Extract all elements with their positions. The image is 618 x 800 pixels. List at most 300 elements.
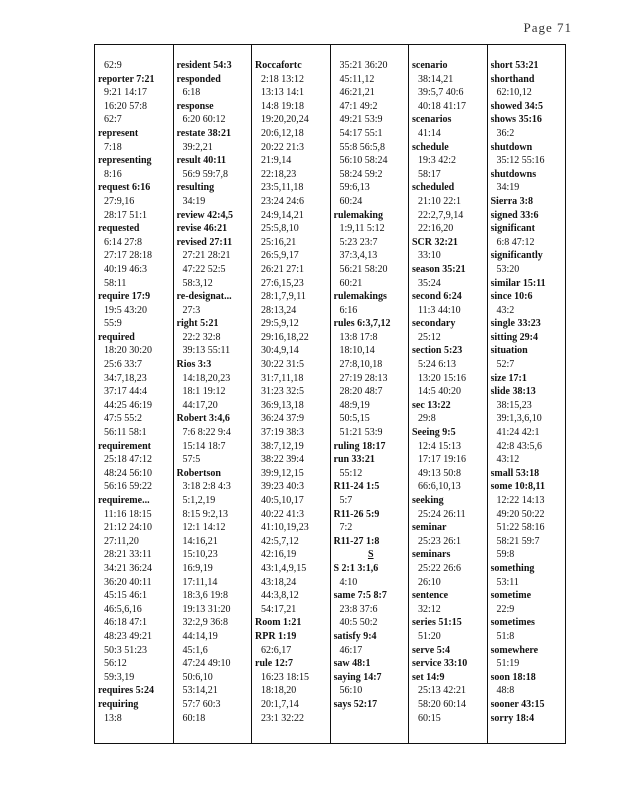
index-term: somewhere [490, 644, 539, 656]
page-line-reference: 30:22 31:5 [261, 359, 305, 371]
page-line-reference: 14:8 19:18 [261, 100, 305, 112]
page-line-reference: 32:12 [418, 603, 441, 615]
page-line-reference: 19:5 43:20 [104, 304, 148, 316]
index-term: series 51:15 [412, 617, 462, 629]
index-term: shutdowns [490, 168, 537, 180]
page-line-reference: 49:21 53:9 [339, 114, 383, 126]
page-line-reference: 22:2 32:8 [182, 331, 221, 343]
page-line-reference: 46:5,6,16 [104, 603, 142, 615]
page-line-reference: 13:8 17:8 [339, 331, 378, 343]
index-term: R11-27 1:8 [333, 535, 380, 547]
index-term: result 40:11 [176, 155, 227, 167]
page-line-reference: 41:10,19,23 [261, 522, 309, 534]
page-line-reference: 55:12 [339, 467, 363, 479]
page-line-reference: 41:14 [418, 127, 441, 139]
index-term: re-designat... [176, 291, 232, 303]
page-line-reference: 39:23 40:3 [261, 481, 305, 493]
page-line-reference: 19:13 31:20 [182, 603, 231, 615]
page-line-reference: 62:7 [104, 114, 122, 126]
page-line-reference: 43:1,4,9,15 [261, 562, 307, 574]
page-line-reference: 25:23 26:1 [418, 535, 462, 547]
page-line-reference: 38:22 39:4 [261, 454, 305, 466]
index-term: resulting [176, 182, 215, 194]
page-line-reference: 59:6,13 [339, 182, 370, 194]
page-line-reference: 59:8 [496, 549, 515, 561]
index-term: sometime [490, 590, 532, 602]
index-column-4 [331, 45, 410, 743]
page-line-reference: 5:23 23:7 [339, 236, 378, 248]
page-line-reference: 53:11 [496, 576, 519, 588]
page-line-reference: 46:17 [339, 644, 363, 656]
page-line-reference: 25:5,8,10 [261, 223, 299, 235]
page-line-reference: 48:24 56:10 [104, 467, 153, 479]
page-line-reference: 28:20 48:7 [339, 386, 383, 398]
page-line-reference: 34:21 36:24 [104, 562, 153, 574]
page-line-reference: 51:8 [496, 630, 515, 642]
page-line-reference: 19:20,20,24 [261, 114, 309, 126]
page-line-reference: 40:19 46:3 [104, 263, 148, 275]
page-line-reference: 52:7 [496, 359, 515, 371]
page-line-reference: 21:12 24:10 [104, 522, 153, 534]
index-term: sometimes [490, 617, 535, 629]
index-term: situation [490, 345, 528, 357]
index-term: Robertson [176, 467, 221, 479]
page-line-reference: 53:20 [496, 263, 520, 275]
page-line-reference: 32:2,9 36:8 [182, 617, 229, 629]
index-term: single 33:23 [490, 318, 541, 330]
index-term: schedule [412, 141, 449, 153]
page-line-reference: 22:2,7,9,14 [418, 209, 464, 221]
index-term: showed 34:5 [490, 100, 544, 112]
page-line-reference: 23:5,11,18 [261, 182, 304, 194]
page-line-reference: 5:7 [339, 495, 353, 506]
page-line-reference: 34:7,18,23 [104, 372, 147, 384]
page-line-reference: 47:24 49:10 [182, 658, 231, 670]
page-line-reference: 51:22 58:16 [496, 522, 545, 534]
page-line-reference: 29:8 [418, 413, 436, 425]
page-line-reference: 62:9 [104, 60, 122, 71]
page-line-reference: 15:10,23 [182, 549, 218, 561]
page-line-reference: 23:24 24:6 [261, 195, 305, 207]
page-line-reference: 54:17 55:1 [339, 127, 383, 139]
index-term: scenario [412, 60, 448, 71]
page-line-reference: 40:5,10,17 [261, 495, 304, 506]
index-term: sentence [412, 590, 449, 602]
page-line-reference: 48:9,19 [339, 399, 370, 411]
page-line-reference: 43:18,24 [261, 576, 297, 588]
page-line-reference: 39:5,7 40:6 [418, 87, 464, 99]
page-line-reference: 28:17 51:1 [104, 209, 148, 221]
index-term: review 42:4,5 [176, 209, 233, 221]
page-line-reference: 48:8 [496, 685, 515, 697]
page-line-reference: 34:19 [182, 195, 206, 207]
index-term: satisfy 9:4 [333, 630, 377, 642]
page-line-reference: 62:6,17 [261, 644, 292, 656]
page-line-reference: 35:12 55:16 [496, 155, 545, 167]
index-term: R11-26 5:9 [333, 508, 380, 520]
page-line-reference: 46:18 47:1 [104, 617, 148, 629]
page-line-reference: 51:20 [418, 630, 441, 642]
page-line-reference: 42:5,7,12 [261, 535, 299, 547]
page-line-reference: 50:6,10 [182, 671, 213, 683]
page-line-reference: 20:1,7,14 [261, 698, 299, 710]
index-term: SCR 32:21 [412, 236, 458, 248]
page-line-reference: 14:18,20,23 [182, 372, 231, 384]
page-line-reference: 13:13 14:1 [261, 87, 305, 99]
index-term: right 5:21 [176, 318, 219, 330]
page-line-reference: 59:3,19 [104, 671, 135, 683]
page-line-reference: 25:18 47:12 [104, 454, 153, 466]
index-column-6 [488, 45, 566, 743]
page-line-reference: 47:1 49:2 [339, 100, 378, 112]
page-line-reference: 42:16,19 [261, 549, 297, 561]
page-line-reference: 5:24 6:13 [418, 359, 457, 371]
page-line-reference: 16:20 57:8 [104, 100, 148, 112]
page-line-reference: 26:5,9,17 [261, 250, 299, 262]
page-line-reference: 9:21 14:17 [104, 87, 148, 99]
page-line-reference: 35:24 [418, 277, 441, 289]
index-term: Roccafortc [255, 60, 302, 71]
page-line-reference: 7:2 [339, 522, 353, 534]
page-line-reference: 45:11,12 [339, 73, 375, 85]
page-line-reference: 56:16 59:22 [104, 481, 153, 493]
page-line-reference: 16:23 18:15 [261, 671, 310, 683]
page-line-reference: 28:1,7,9,11 [261, 291, 306, 303]
page-line-reference: 4:10 [339, 576, 358, 588]
page-line-reference: 37:3,4,13 [339, 250, 378, 262]
page-line-reference: 3:18 2:8 4:3 [182, 481, 231, 493]
page-line-reference: 37:17 44:4 [104, 386, 148, 398]
index-term: reporter 7:21 [98, 73, 155, 85]
page-line-reference: 40:22 41:3 [261, 508, 305, 520]
page-line-reference: 14:5 40:20 [418, 386, 462, 398]
index-term: scenarios [412, 114, 452, 126]
page-line-reference: 37:19 38:3 [261, 427, 305, 439]
page-line-reference: 8:16 [104, 168, 122, 180]
page-line-reference: 22:16,20 [418, 223, 454, 235]
page-line-reference: 27:8,10,18 [339, 359, 383, 371]
index-term: soon 18:18 [490, 671, 536, 683]
page-line-reference: 25:24 26:11 [418, 508, 466, 520]
page-line-reference: 58:17 [418, 168, 441, 180]
index-term: requested [98, 223, 140, 235]
index-column-1 [95, 45, 174, 743]
page-line-reference: 33:10 [418, 250, 441, 262]
index-term: requirement [98, 440, 151, 452]
section-letter-heading: S [367, 549, 374, 561]
page-line-reference: 11:3 44:10 [418, 304, 461, 316]
page-line-reference: 18:10,14 [339, 345, 375, 357]
index-term: secondary [412, 318, 456, 330]
page-line-reference: 12:4 15:13 [418, 440, 462, 452]
page-line-reference: 25:16,21 [261, 236, 297, 248]
page-line-reference: 43:12 [496, 454, 520, 466]
page-line-reference: 25:22 26:6 [418, 562, 462, 574]
page-line-reference: 39:1,3,6,10 [496, 413, 542, 425]
index-term: signed 33:6 [490, 209, 539, 221]
page-line-reference: 24:9,14,21 [261, 209, 304, 221]
page-line-reference: 27:9,16 [104, 195, 135, 207]
page-line-reference: 25:6 33:7 [104, 359, 143, 371]
index-term: represent [98, 127, 139, 139]
page-line-reference: 29:16,18,22 [261, 331, 309, 343]
page-number: Page 71 [523, 20, 572, 35]
index-term: size 17:1 [490, 372, 527, 384]
page-line-reference: 56:21 58:20 [339, 263, 388, 275]
page-line-reference: 38:14,21 [418, 73, 454, 85]
index-term: Room 1:21 [255, 617, 302, 629]
page-line-reference: 23:1 32:22 [261, 712, 305, 724]
page-line-reference: 13:20 15:16 [418, 372, 467, 384]
index-term: set 14:9 [412, 671, 445, 683]
page-line-reference: 50:3 51:23 [104, 644, 148, 656]
index-term: shorthand [490, 73, 535, 85]
index-term: season 35:21 [412, 263, 466, 275]
index-term: sitting 29:4 [490, 331, 538, 343]
index-term: same 7:5 8:7 [333, 590, 387, 602]
page-line-reference: 14:16,21 [182, 535, 218, 547]
index-term: something [490, 562, 535, 574]
page-line-reference: 48:23 49:21 [104, 630, 153, 642]
page-line-reference: 27:17 28:18 [104, 250, 153, 262]
page-line-reference: 56:11 58:1 [104, 427, 147, 439]
page-line-reference: 58:24 59:2 [339, 168, 383, 180]
page-line-reference: 51:19 [496, 658, 520, 670]
index-term: significant [490, 223, 535, 235]
index-term: resident 54:3 [176, 60, 232, 71]
index-term: RPR 1:19 [255, 630, 297, 642]
index-term: small 53:18 [490, 467, 540, 479]
index-column-3 [252, 45, 331, 743]
page-line-reference: 6:8 47:12 [496, 236, 535, 248]
page-line-reference: 23:8 37:6 [339, 603, 378, 615]
page-line-reference: 6:18 [182, 87, 201, 99]
page-line-reference: 44:3,8,12 [261, 590, 299, 602]
page-line-reference: 60:15 [418, 712, 441, 724]
index-term: shutdown [490, 141, 533, 153]
page-line-reference: 28:13,24 [261, 304, 297, 316]
index-term: run 33:21 [333, 454, 375, 466]
page-line-reference: 7:6 8:22 9:4 [182, 427, 231, 439]
index-term: section 5:23 [412, 345, 463, 357]
page-line-reference: 6:14 27:8 [104, 236, 143, 248]
index-term: service 33:10 [412, 658, 468, 670]
index-term: rulemakings [333, 291, 387, 303]
page-line-reference: 27:3 [182, 304, 201, 316]
page-line-reference: 13:8 [104, 712, 122, 724]
index-term: saying 14:7 [333, 671, 382, 683]
page-line-reference: 44:17,20 [182, 399, 218, 411]
index-column-2 [174, 45, 253, 743]
page-line-reference: 49:13 50:8 [418, 467, 462, 479]
index-term: requireme... [98, 495, 150, 506]
index-term: Robert 3:4,6 [176, 413, 230, 425]
page-line-reference: 35:21 36:20 [339, 60, 388, 71]
index-term: ruling 18:17 [333, 440, 386, 452]
page-line-reference: 12:22 14:13 [496, 495, 545, 506]
page-line-reference: 38:7,12,19 [261, 440, 304, 452]
page-line-reference: 29:5,9,12 [261, 318, 299, 330]
index-term: R11-24 1:5 [333, 481, 380, 493]
index-term: shows 35:16 [490, 114, 542, 126]
page-line-reference: 2:18 13:12 [261, 73, 305, 85]
page-line-reference: 38:15,23 [496, 399, 532, 411]
page-line-reference: 36:2 [496, 127, 515, 139]
page-line-reference: 58:21 59:7 [496, 535, 540, 547]
page-line-reference: 44:14,19 [182, 630, 218, 642]
page-line-reference: 39:13 55:11 [182, 345, 231, 357]
page-line-reference: 39:2,21 [182, 141, 213, 153]
index-grid [94, 44, 566, 744]
index-term: rulemaking [333, 209, 383, 221]
page-line-reference: 20:22 21:3 [261, 141, 305, 153]
index-term: request 6:16 [98, 182, 151, 194]
page-line-reference: 40:18 41:17 [418, 100, 467, 112]
page-line-reference: 53:14,21 [182, 685, 218, 697]
page-line-reference: 55:8 56:5,8 [339, 141, 386, 153]
page-line-reference: 18:3,6 19:8 [182, 590, 229, 602]
index-term: second 6:24 [412, 291, 462, 303]
page-line-reference: 45:1,6 [182, 644, 208, 656]
page-line-reference: 26:10 [418, 576, 441, 588]
index-term: S 2:1 3:1,6 [333, 562, 379, 574]
page-line-reference: 56:10 58:24 [339, 155, 388, 167]
page-line-reference: 45:15 46:1 [104, 590, 148, 602]
index-term: serve 5:4 [412, 644, 451, 656]
page-line-reference: 28:21 33:11 [104, 549, 152, 561]
page-line-reference: 49:20 50:22 [496, 508, 545, 520]
page-line-reference: 60:24 [339, 195, 363, 207]
index-term: sooner 43:15 [490, 698, 545, 710]
page-line-reference: 31:23 32:5 [261, 386, 305, 398]
page-line-reference: 18:18,20 [261, 685, 297, 697]
page-line-reference: 27:21 28:21 [182, 250, 231, 262]
page-line-reference: 7:18 [104, 141, 122, 153]
page-line-reference: 36:24 37:9 [261, 413, 305, 425]
page-line-reference: 58:20 60:14 [418, 698, 467, 710]
page-line-reference: 11:16 18:15 [104, 508, 152, 520]
index-term: since 10:6 [490, 291, 533, 303]
page-line-reference: 47:22 52:5 [182, 263, 226, 275]
page-line-reference: 34:19 [496, 182, 520, 194]
index-term: requires 5:24 [98, 685, 155, 697]
index-term: response [176, 100, 214, 112]
index-term: significantly [490, 250, 543, 262]
page-line-reference: 22:9 [496, 603, 515, 615]
index-term: restate 38:21 [176, 127, 232, 139]
page-line-reference: 36:9,13,18 [261, 399, 304, 411]
page-line-reference: 18:1 19:12 [182, 386, 226, 398]
page-line-reference: 54:17,21 [261, 603, 297, 615]
page-line-reference: 58:3,12 [182, 277, 213, 289]
index-term: Sierra 3:8 [490, 195, 533, 207]
index-term: slide 38:13 [490, 386, 536, 398]
page-line-reference: 57:7 60:3 [182, 698, 221, 710]
index-term: says 52:17 [333, 698, 378, 710]
page-line-reference: 50:5,15 [339, 413, 370, 425]
page-line-reference: 27:19 28:13 [339, 372, 388, 384]
page-line-reference: 60:18 [182, 712, 206, 724]
page-line-reference: 62:10,12 [496, 87, 532, 99]
page-line-reference: 17:11,14 [182, 576, 218, 588]
page-line-reference: 40:5 50:2 [339, 617, 378, 629]
page-line-reference: 25:13 42:21 [418, 685, 467, 697]
index-term: representing [98, 155, 152, 167]
page-line-reference: 56:9 59:7,8 [182, 168, 229, 180]
page-line-reference: 56:12 [104, 658, 127, 670]
index-term: sec 13:22 [412, 399, 451, 411]
page-line-reference: 19:3 42:2 [418, 155, 457, 167]
page-line-reference: 36:20 40:11 [104, 576, 152, 588]
index-term: short 53:21 [490, 60, 539, 71]
index-term: some 10:8,11 [490, 481, 545, 493]
page-line-reference: 5:1,2,19 [182, 495, 216, 506]
page-line-reference: 18:20 30:20 [104, 345, 153, 357]
page-line-reference: 44:25 46:19 [104, 399, 153, 411]
page-line-reference: 31:7,11,18 [261, 372, 304, 384]
page-line-reference: 43:2 [496, 304, 515, 316]
page-line-reference: 25:12 [418, 331, 441, 343]
page-line-reference: 27:6,15,23 [261, 277, 304, 289]
page-line-reference: 46:21,21 [339, 87, 375, 99]
page-line-reference: 57:5 [182, 454, 201, 466]
index-term: saw 48:1 [333, 658, 371, 670]
page-line-reference: 16:9,19 [182, 562, 213, 574]
index-term: responded [176, 73, 221, 85]
page-line-reference: 6:16 [339, 304, 358, 316]
page-line-reference: 17:17 19:16 [418, 454, 467, 466]
index-term: rule 12:7 [255, 658, 294, 670]
page-line-reference: 22:18,23 [261, 168, 297, 180]
page-line-reference: 56:10 [339, 685, 363, 697]
page-line-reference: 12:1 14:12 [182, 522, 226, 534]
index-term: revised 27:11 [176, 236, 233, 248]
page-line-reference: 51:21 53:9 [339, 427, 383, 439]
page-line-reference: 21:10 22:1 [418, 195, 462, 207]
page-line-reference: 47:5 55:2 [104, 413, 143, 425]
index-term: rules 6:3,7,12 [333, 318, 391, 330]
index-term: similar 15:11 [490, 277, 546, 289]
index-term: Seeing 9:5 [412, 427, 456, 439]
page-line-reference: 66:6,10,13 [418, 481, 461, 493]
index-term: seminars [412, 549, 451, 561]
page-line-reference: 42:8 43:5,6 [496, 440, 543, 452]
index-term: seeking [412, 495, 444, 506]
page-line-reference: 39:9,12,15 [261, 467, 304, 479]
page-line-reference: 26:21 27:1 [261, 263, 305, 275]
page-line-reference: 41:24 42:1 [496, 427, 540, 439]
page-line-reference: 58:11 [104, 277, 127, 289]
page-line-reference: 1:9,11 5:12 [339, 223, 385, 235]
page-line-reference: 6:20 60:12 [182, 114, 226, 126]
page-line-reference: 21:9,14 [261, 155, 292, 167]
page-line-reference: 8:15 9:2,13 [182, 508, 229, 520]
index-term: scheduled [412, 182, 455, 194]
page-line-reference: 55:9 [104, 318, 122, 330]
index-term: sorry 18:4 [490, 712, 535, 724]
index-term: required [98, 331, 135, 343]
index-column-5 [409, 45, 488, 743]
index-term: requiring [98, 698, 139, 710]
page-line-reference: 30:4,9,14 [261, 345, 299, 357]
index-term: Rios 3:3 [176, 359, 212, 371]
page-line-reference: 60:21 [339, 277, 363, 289]
index-term: require 17:9 [98, 291, 151, 303]
page-line-reference: 20:6,12,18 [261, 127, 304, 139]
page-line-reference: 15:14 18:7 [182, 440, 226, 452]
page-line-reference: 27:11,20 [104, 535, 139, 547]
index-term: seminar [412, 522, 447, 534]
